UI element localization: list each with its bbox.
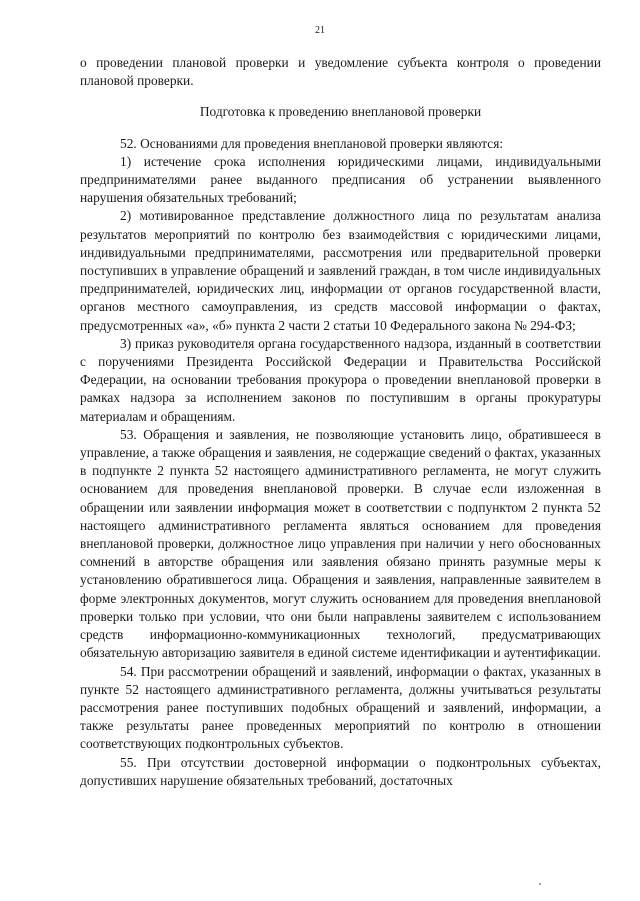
paragraph-continuation: о проведении плановой проверки и уведомление субъекта контроля о проведении плановой проверки. — [80, 55, 601, 89]
scan-speck — [539, 883, 541, 885]
paragraph-52: 52. Основаниями для проведения внеплановой проверки являются: — [120, 135, 504, 151]
paragraph-53: 53. Обращения и заявления, не позволяющие установить лицо, обратившееся в управление, а также обращения и заявления, не содержащие сведений о фактах, указанных в подпункте 2 пункта 52 настоящего административного регламента, не могут служить основанием для проведения внеплановой проверки. В случае если изложенная в обращении или заявлении информация может в соответствии с подпунктом 2 пункта 52 настоящего административного регламента являться основанием для проведения внеплановой проверки, должностное лицо управления при наличии у него обоснованных сомнений в авторстве обращения или заявления обязано принять разумные меры к установлению обратившегося лица. Обращения и заявления, направленные заявителем в форме электронных документов, могут служить основанием для проведения внеплановой проверки только при условии, что они были направлены заявителем с использованием средств информационно-коммуникационных технологий, предусматривающих обязательную авторизацию заявителя в единой системе идентификации и аутентификации. — [80, 426, 601, 661]
section-heading: Подготовка к проведению внеплановой проверки — [199, 104, 482, 120]
paragraph-52-item-2: 2) мотивированное представление должностного лица по результатам анализа результатов мероприятий по контролю без взаимодействия с юридическими лицами, индивидуальными предпринимателями, рассмотрения или предварительной проверки поступивших в управление обращений и заявлений граждан, в том числе индивидуальных предпринимателей, юридических лиц, информации от органов государственной власти, органов местного самоуправления, из средств массовой информации о фактах, предусмотренных «а», «б» пункта 2 части 2 статьи 10 Федерального закона № 294-ФЗ; — [80, 208, 601, 333]
paragraph-55: 55. При отсутствии достоверной информации о подконтрольных субъектах, допустивших нарушение обязательных требований, достаточных — [80, 754, 601, 788]
paragraph-54: 54. При рассмотрении обращений и заявлений, информации о фактах, указанных в пункте 52 настоящего административного регламента, должны учитываться результаты рассмотрения ранее поступивших подобных обращений и заявлений, информации, а также результаты ранее проведенных мероприятий по контролю в отношении соответствующих подконтрольных субъектов. — [80, 663, 601, 752]
paragraph-52-item-1: 1) истечение срока исполнения юридическими лицами, индивидуальными предпринимателями ранее выданного предписания об устранении выявленного нарушения обязательных требований; — [80, 153, 601, 206]
paragraph-52-item-3: 3) приказ руководителя органа государственного надзора, изданный в соответствии с поручениями Президента Российской Федерации и Правительства Российской Федерации, на основании требования прокурора о проведении внеплановой проверки в рамках надзора за исполнением законов по поступившим в органы прокуратуры материалам и обращениям. — [80, 335, 601, 424]
document-body — [80, 54, 601, 790]
page-number: 21 — [315, 25, 325, 36]
